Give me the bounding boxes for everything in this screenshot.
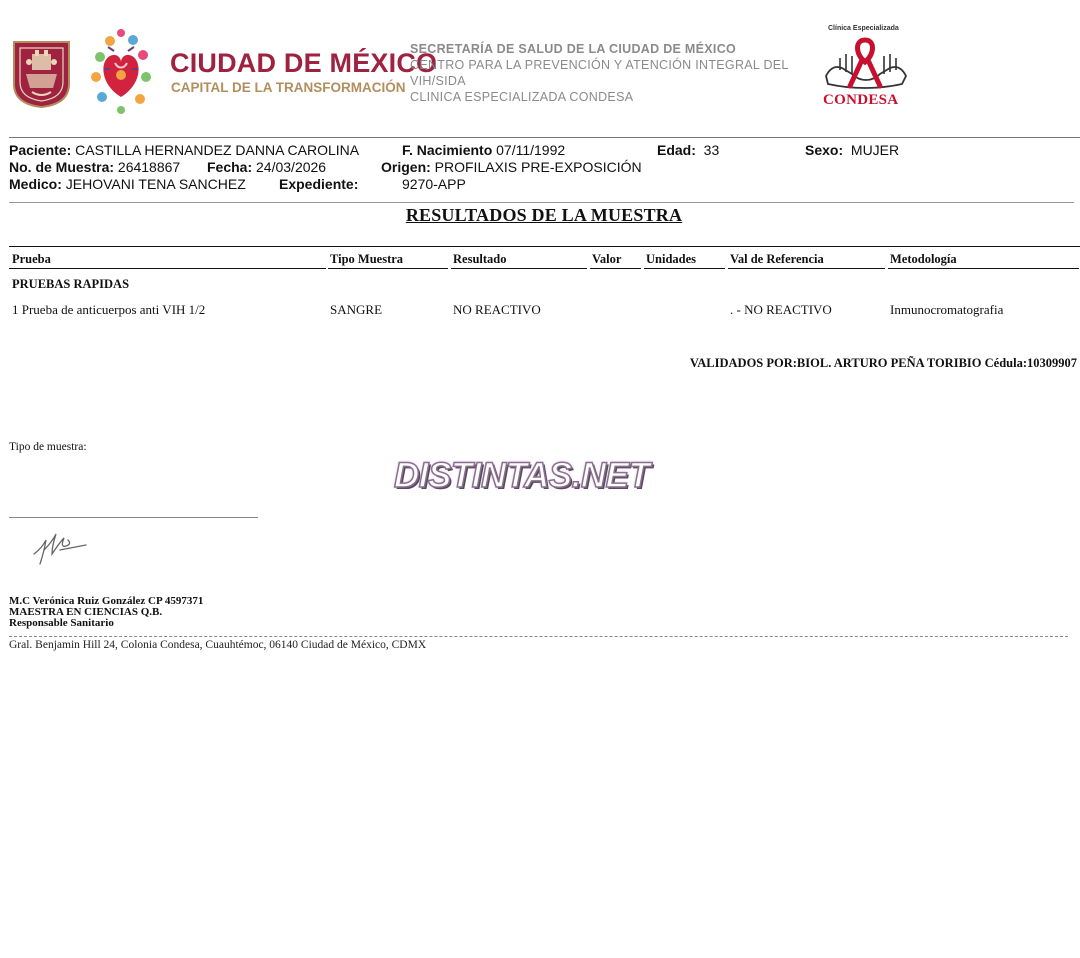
row-referencia: . - NO REACTIVO (730, 302, 832, 317)
row-resultado: NO REACTIVO (453, 302, 541, 317)
col-underline (451, 268, 587, 269)
col-header-unidades: Unidades (646, 252, 697, 266)
flower-heart-logo-icon (88, 25, 154, 115)
birthdate-value: 07/11/1992 (496, 142, 566, 158)
city-subtitle: CAPITAL DE LA TRANSFORMACIÓN (171, 80, 406, 95)
clinic-address: Gral. Benjamin Hill 24, Colonia Condesa, Cuauhtémoc, 06140 Ciudad de México, CDMX (9, 639, 427, 651)
sample-type-label: Tipo de muestra: (9, 441, 87, 453)
centro-line: CENTRO PARA LA PREVENCIÓN Y ATENCIÓN INTEGRAL DEL (410, 58, 789, 72)
col-underline (888, 268, 1079, 269)
clinic-logo-name: CONDESA (823, 92, 899, 108)
age-value: 33 (703, 142, 720, 158)
signature-icon (30, 528, 92, 570)
birthdate-label: F. Nacimiento (402, 142, 493, 158)
clinica-line: CLINICA ESPECIALIZADA CONDESA (410, 90, 634, 104)
patient-name: CASTILLA HERNANDEZ DANNA CAROLINA (75, 142, 360, 158)
patient-divider (9, 202, 1074, 203)
row-prueba: 1 Prueba de anticuerpos anti VIH 1/2 (12, 302, 206, 317)
sex-value: MUJER (850, 142, 900, 158)
responsible-role: Responsable Sanitario (9, 617, 114, 629)
doctor-value: JEHOVANI TENA SANCHEZ (65, 176, 246, 192)
col-underline (728, 268, 885, 269)
city-title: CIUDAD DE MÉXICO (170, 48, 438, 78)
age-field (657, 142, 719, 158)
header-divider (9, 137, 1080, 138)
col-underline (590, 268, 641, 269)
sample-number-label: No. de Muestra: (9, 159, 115, 175)
col-underline (328, 268, 448, 269)
sample-number-field (9, 159, 180, 175)
col-header-tipo: Tipo Muestra (330, 252, 404, 266)
vih-line: VIH/SIDA (410, 74, 466, 88)
sample-number-value: 26418867 (117, 159, 181, 175)
group-heading: PRUEBAS RAPIDAS (12, 277, 130, 291)
col-header-metodologia: Metodología (890, 252, 957, 266)
birthdate-field (402, 142, 565, 158)
origin-value: PROFILAXIS PRE-EXPOSICIÓN (434, 159, 642, 175)
row-metodologia: Inmunocromatografia (890, 302, 1004, 317)
doctor-label: Medico: (9, 176, 62, 192)
table-top-border (9, 246, 1080, 247)
results-title: RESULTADOS DE LA MUESTRA (405, 205, 683, 225)
age-label: Edad: (657, 142, 696, 158)
col-underline (644, 268, 725, 269)
red-ribbon-hands-icon (822, 36, 908, 92)
record-field (279, 176, 358, 192)
sex-field (805, 142, 899, 158)
origin-label: Origen: (381, 159, 431, 175)
patient-label: Paciente: (9, 142, 72, 158)
date-label: Fecha: (207, 159, 253, 175)
col-header-resultado: Resultado (453, 252, 507, 266)
secretaria-line: SECRETARÍA DE SALUD DE LA CIUDAD DE MÉXICO (410, 42, 737, 56)
signature-line (9, 517, 258, 518)
validated-by: VALIDADOS POR:BIOL. ARTURO PEÑA TORIBIO Cédula:10309907 (689, 356, 1077, 370)
col-header-referencia: Val de Referencia (730, 252, 824, 266)
doctor-field (9, 176, 246, 192)
col-underline (9, 268, 326, 269)
cdmx-coat-of-arms-icon (12, 40, 71, 109)
watermark: DISTINTAS.NET (394, 456, 650, 495)
record-label: Expediente: (279, 176, 359, 192)
col-header-prueba: Prueba (12, 252, 51, 266)
responsible-title: MAESTRA EN CIENCIAS Q.B. (9, 606, 163, 618)
sex-label: Sexo: (805, 142, 844, 158)
patient-name-field (9, 142, 359, 158)
clinic-logo-top-text: Clínica Especializada (828, 25, 899, 32)
date-field (207, 159, 326, 175)
record-value: 9270-APP (402, 176, 466, 192)
row-tipo: SANGRE (330, 302, 383, 317)
date-value: 24/03/2026 (256, 159, 327, 175)
responsible-name: M.C Verónica Ruiz González CP 4597371 (9, 595, 204, 607)
origin-field (381, 159, 642, 175)
footer-divider (9, 636, 1068, 637)
col-header-valor: Valor (592, 252, 622, 266)
